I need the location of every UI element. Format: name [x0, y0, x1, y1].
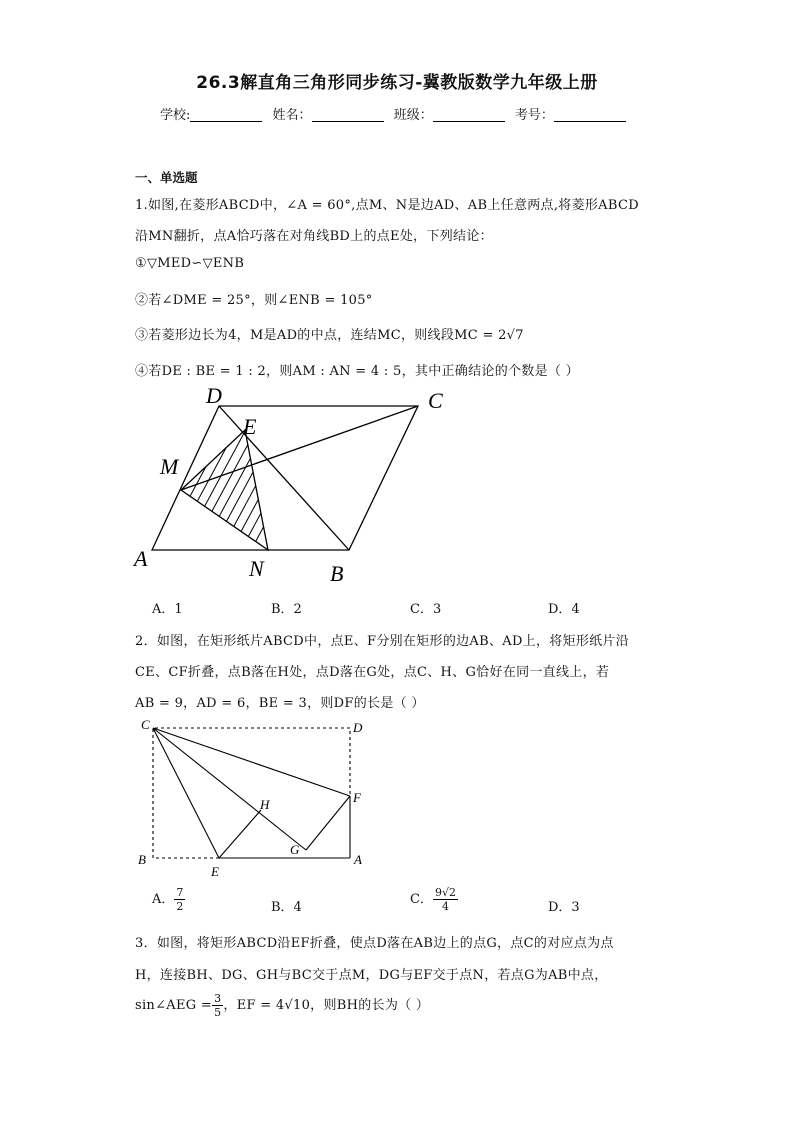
q2-option-c-prefix: C．: [410, 892, 433, 907]
label-d2: D: [353, 720, 363, 735]
rhombus-abcd: [152, 406, 418, 550]
q2-option-a-prefix: A．: [152, 892, 175, 907]
page-title: 26.3解直角三角形同步练习-冀教版数学九年级上册: [196, 73, 598, 93]
label-c2: C: [141, 717, 150, 732]
q3-line-2: H，连接BH、DG、GH与BC交于点M，DG与EF交于点N，若点G为AB中点，: [135, 968, 608, 983]
label-h2: H: [260, 797, 270, 812]
q2-option-a[interactable]: [152, 886, 185, 913]
segment-eh: [219, 810, 261, 858]
label-b2: B: [138, 852, 146, 867]
fraction-denominator: 5: [214, 1006, 222, 1019]
segment-fg: [306, 796, 350, 850]
q1-line-2: 沿MN翻折，点A恰巧落在对角线BD上的点E处，下列结论：: [135, 229, 493, 244]
fraction-denominator: 4: [441, 900, 449, 913]
q3-line-1: 3．如图，将矩形ABCD沿EF折叠，使点D落在AB边上的点G，点C的对应点为点: [135, 936, 614, 951]
exam-no-blank[interactable]: [554, 108, 626, 122]
school-label: 学校:: [160, 108, 191, 123]
fraction-numerator: 7: [176, 886, 184, 899]
q1-statement-2: ②若∠DME = 25°，则∠ENB = 105°: [135, 293, 373, 308]
label-c: C: [428, 388, 443, 413]
line-cg: [153, 728, 306, 850]
name-blank[interactable]: [312, 108, 384, 122]
diagonal-bd: [219, 406, 349, 550]
q2-rectangle-figure: [130, 716, 380, 881]
label-b: B: [330, 561, 344, 586]
q1-statement-1: ①▽MED∽▽ENB: [135, 256, 245, 271]
label-n: N: [249, 556, 264, 581]
dashed-edges: [153, 728, 350, 858]
q2-option-b[interactable]: B．4: [271, 900, 302, 915]
fraction-9root2-4: [433, 886, 458, 913]
label-a2: A: [354, 852, 362, 867]
q3-line-3-suffix: ，EF = 4√10，则BH的长为（ ）: [223, 998, 430, 1013]
q1-option-b[interactable]: B．2: [271, 602, 302, 617]
class-label: 班级：: [393, 108, 433, 123]
q2-line-2: CE、CF折叠，点B落在H处，点D落在G处，点C、H、G恰好在同一直线上，若: [135, 665, 610, 680]
student-info-line: [160, 104, 632, 123]
school-blank[interactable]: [190, 108, 262, 122]
fraction-numerator: 9√2: [434, 886, 456, 899]
label-f2: F: [353, 790, 361, 805]
q1-rhombus-figure: [130, 382, 460, 587]
class-blank[interactable]: [433, 108, 505, 122]
q1-option-d[interactable]: D．4: [548, 602, 580, 617]
section-title: 一、单选题: [135, 170, 198, 185]
q1-statement-3: ③若菱形边长为4，M是AD的中点，连结MC，则线段MC = 2√7: [135, 328, 524, 343]
segment-mc: [181, 406, 418, 490]
q2-line-1: 2．如图，在矩形纸片ABCD中，点E、F分别在矩形的边AB、AD上，将矩形纸片沿: [135, 634, 630, 649]
label-d: D: [206, 383, 222, 408]
q3-line-3: [135, 992, 429, 1019]
triangle-men: [181, 430, 268, 550]
label-m: M: [160, 454, 179, 479]
exam-no-label: 考号：: [514, 108, 554, 123]
fraction-numerator: 3: [214, 992, 222, 1005]
name-label: 姓名：: [272, 108, 312, 123]
label-e: E: [243, 414, 257, 439]
fraction-3-5: [212, 992, 223, 1019]
fraction-7-2: [174, 886, 185, 913]
q1-option-a[interactable]: A．1: [152, 602, 183, 617]
q1-option-c[interactable]: C．3: [410, 602, 442, 617]
q2-option-d[interactable]: D．3: [548, 900, 580, 915]
q3-sin-prefix: sin∠AEG =: [135, 998, 213, 1013]
q2-line-3: AB = 9，AD = 6，BE = 3，则DF的长是（ ）: [135, 696, 425, 711]
label-e2: E: [211, 864, 219, 879]
fraction-denominator: 2: [176, 900, 184, 913]
q2-option-c[interactable]: [410, 886, 458, 913]
q1-line-1: 1.如图,在菱形ABCD中，∠A = 60°,点M、N是边AD、AB上任意两点,将菱形ABCD: [135, 198, 639, 213]
label-g2: G: [290, 842, 300, 857]
label-a: A: [134, 546, 148, 571]
q1-statement-4: ④若DE : BE = 1 : 2，则AM : AN = 4 : 5，其中正确结论的个数是（ ）: [135, 364, 579, 379]
